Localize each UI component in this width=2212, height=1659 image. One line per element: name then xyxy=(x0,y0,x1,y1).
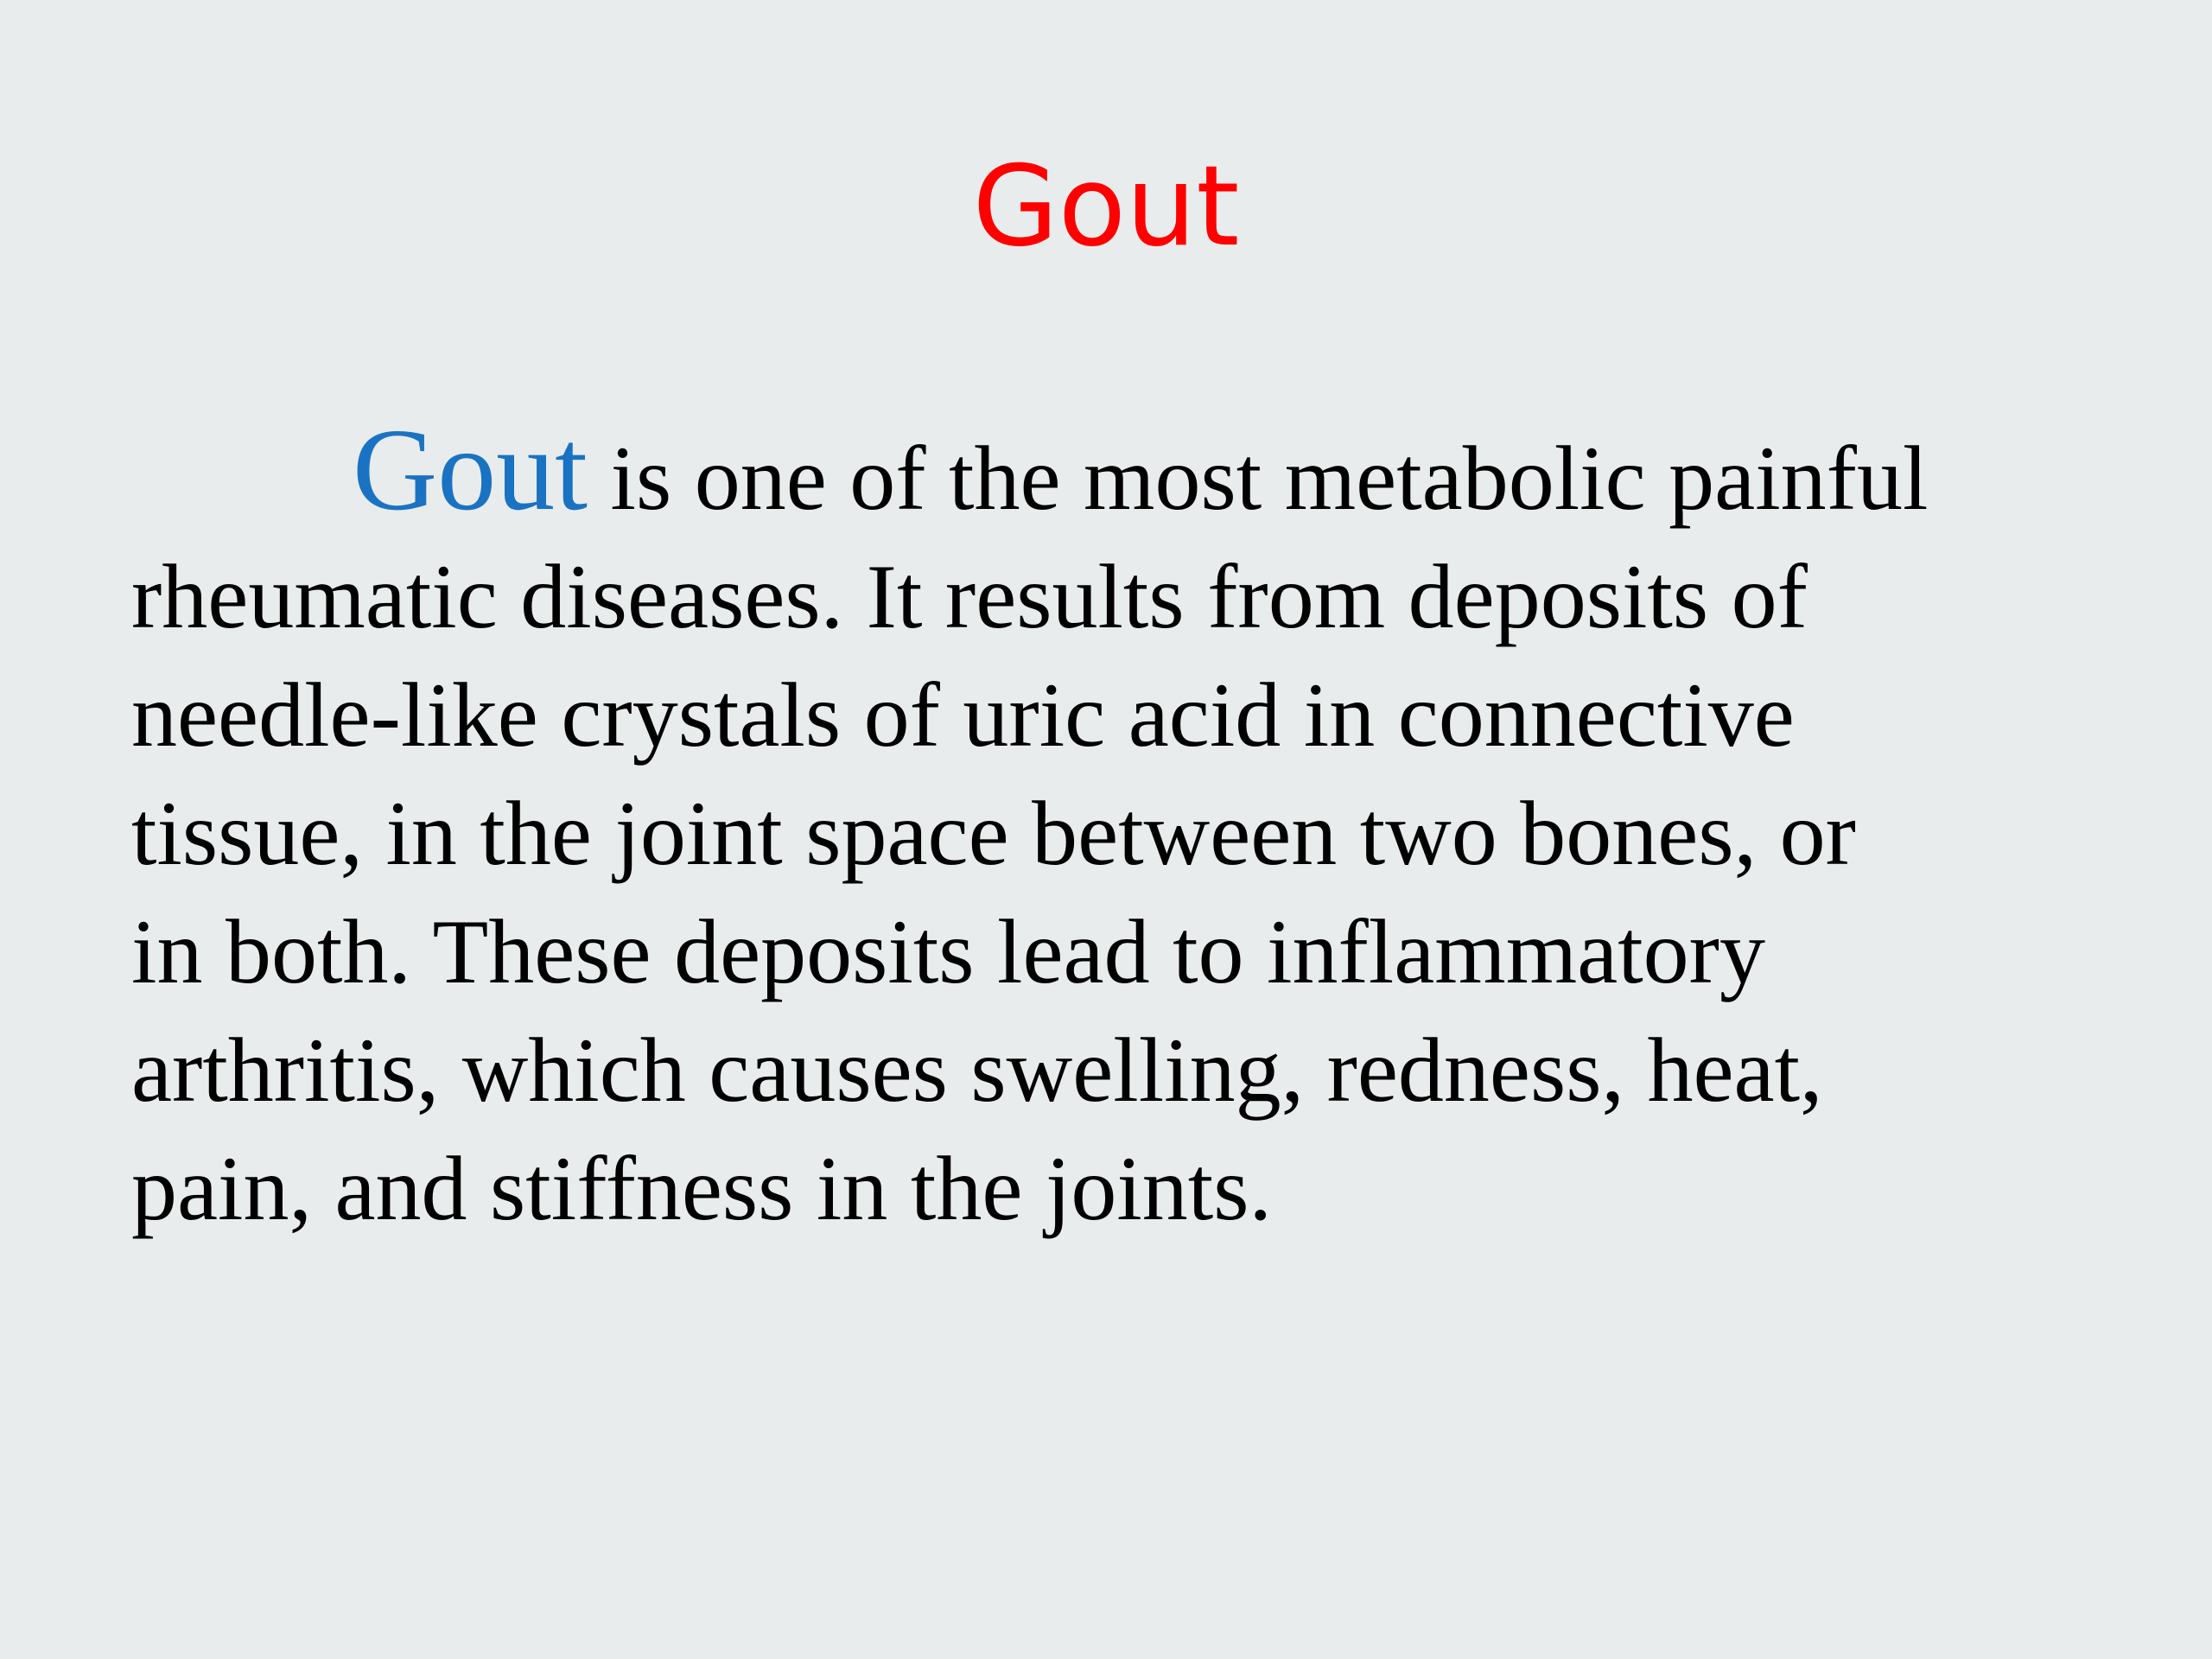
body-line-1 xyxy=(131,405,2084,537)
body-line-4: tissue, in the joint space between two bones, or xyxy=(131,783,1856,884)
body-line-6: arthritis, which causes swelling, redness, heat, xyxy=(131,1020,1823,1121)
body-line-3: needle-like crystals of uric acid in connective xyxy=(131,664,1795,766)
lead-word: Gout xyxy=(353,405,588,535)
body-line-2: rheumatic diseases. It results from deposits of xyxy=(131,546,1808,647)
slide-title: Gout xyxy=(972,143,1240,271)
slide-body-text xyxy=(131,405,2084,1248)
body-line-7: pain, and stiffness in the joints. xyxy=(131,1138,1272,1239)
body-line-1-text: is one of the most metabolic painful xyxy=(588,428,1929,529)
body-line-5: in both. These deposits lead to inflammatory xyxy=(131,901,1765,1002)
